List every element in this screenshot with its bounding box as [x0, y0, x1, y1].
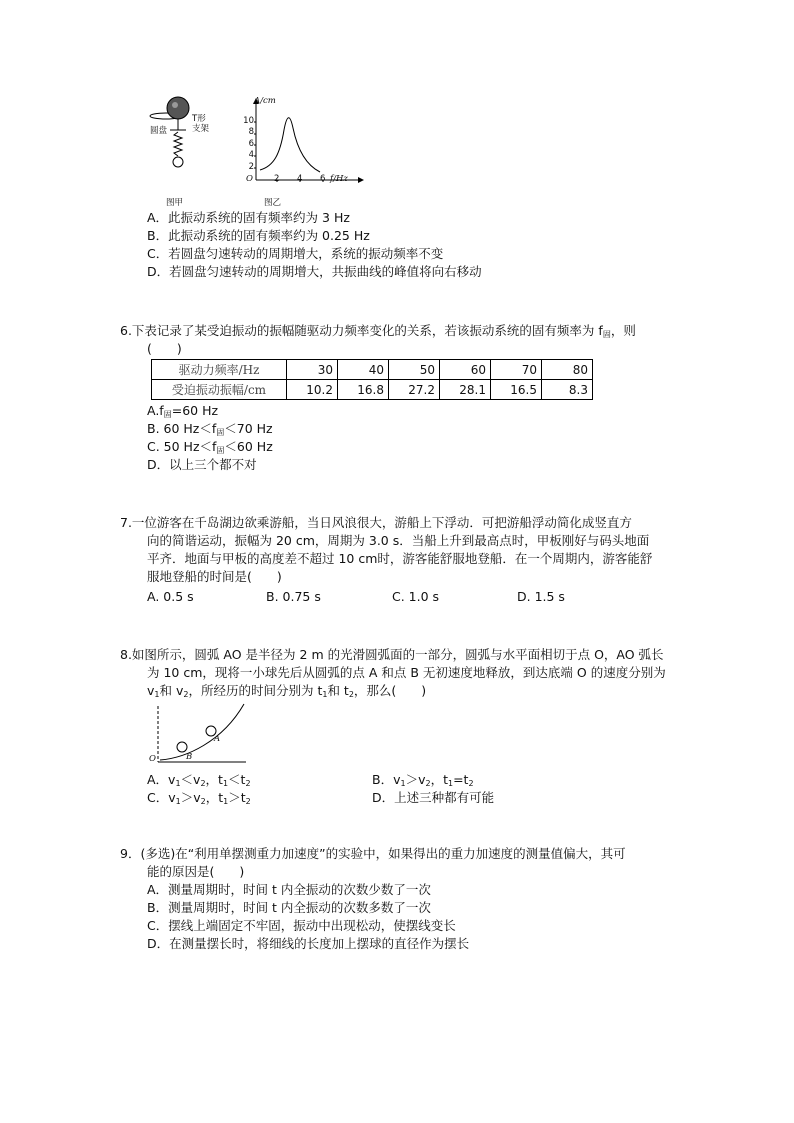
ytick: 4 — [248, 150, 254, 161]
table-cell: 16.8 — [338, 380, 389, 400]
figure-jia — [148, 92, 228, 207]
caption-yi: 图乙 — [264, 198, 282, 208]
xtick: 2 — [274, 174, 280, 184]
q5-option-d: D．若圆盘匀速转动的周期增大，共振曲线的峰值将向右移动 — [147, 264, 482, 279]
label-t-shape: T形 — [192, 114, 206, 124]
q8-stem-line2: 为 10 cm，现将一小球先后从圆弧的点 A 和点 B 无初速度地释放，到达底端 O 的速度分别为 — [147, 665, 666, 680]
ytick: 6 — [248, 138, 254, 149]
table-row — [152, 360, 593, 380]
q7-stem-line2: 向的简谐运动，振幅为 20 cm，周期为 3.0 s．当船上升到最高点时，甲板刚好与码头地面 — [147, 533, 650, 548]
table-cell: 80 — [542, 360, 593, 380]
table-cell: 8.3 — [542, 380, 593, 400]
caption-jia: 图甲 — [166, 198, 184, 208]
q5-option-a: A．此振动系统的固有频率约为 3 Hz — [147, 210, 350, 225]
table-row-header: 受迫振动振幅/cm — [152, 380, 287, 400]
q8-option-c: C．$v_1>v_2$，$t_1>t_2$ — [147, 790, 251, 806]
q6-option-d: D．以上三个都不对 — [147, 457, 257, 472]
table-cell: 40 — [338, 360, 389, 380]
table-cell: 28.1 — [440, 380, 491, 400]
q9-stem-line2: 能的原因是( ) — [147, 864, 245, 879]
yi-xlabel: f/Hz — [330, 174, 348, 184]
q9-option-b: B．测量周期时，时间 t 内全振动的次数多数了一次 — [147, 900, 431, 915]
q8-stem-line1: 8.如图所示，圆弧 AO 是半径为 2 m 的光滑圆弧面的一部分，圆弧与水平面相切于点 O，AO 弧长 — [120, 647, 664, 662]
q8-point-a: A — [214, 734, 221, 744]
q6-stem-line1: 6.下表记录了某受迫振动的振幅随驱动力频率变化的关系，若该振动系统的固有频率为 $f_固$，则 — [120, 323, 636, 339]
table-cell: 30 — [287, 360, 338, 380]
q7-stem-line3: 平齐．地面与甲板的高度差不超过 10 cm时，游客能舒服地登船．在一个周期内，游客能舒 — [147, 551, 653, 566]
q6-frequency-table — [151, 359, 593, 400]
table-row-header: 驱动力频率/Hz — [152, 360, 287, 380]
yi-yticks — [242, 116, 254, 173]
q8-stem-line3: $v_1$和 $v_2$，所经历的时间分别为 $t_1$和 $t_2$，那么( ) — [147, 683, 427, 699]
q8-option-a: A．$v_1<v_2$，$t_1<t_2$ — [147, 772, 251, 788]
yi-origin: O — [246, 174, 253, 184]
q6-option-a: $A.f_固=60$ Hz — [147, 403, 219, 419]
q8-point-b: B — [186, 752, 193, 762]
q8-option-b: B．$v_1>v_2$，$t_1=t_2$ — [372, 772, 474, 788]
table-row — [152, 380, 593, 400]
table-cell: 70 — [491, 360, 542, 380]
q9-option-d: D．在测量摆长时，将细线的长度加上摆球的直径作为摆长 — [147, 936, 470, 951]
xtick: 4 — [297, 174, 303, 184]
ytick: 8 — [248, 127, 254, 138]
xtick: 6 — [320, 174, 326, 184]
table-cell: 50 — [389, 360, 440, 380]
q6-option-c: C. 50 $Hz<f_固<60$ Hz — [147, 439, 273, 455]
figure-yi-resonance-curve — [238, 94, 368, 194]
table-cell: 16.5 — [491, 380, 542, 400]
q9-option-c: C．摆线上端固定不牢固，振动中出现松动，使摆线变长 — [147, 918, 456, 933]
q9-option-a: A．测量周期时，时间 t 内全振动的次数少数了一次 — [147, 882, 431, 897]
q7-option-a: A. 0.5 s — [147, 589, 194, 604]
q6-stem-line2: ( ) — [147, 341, 182, 356]
q7-stem-line4: 服地登船的时间是( ) — [147, 569, 282, 584]
table-cell: 60 — [440, 360, 491, 380]
ytick: 10 — [243, 116, 254, 126]
q7-option-b: B. 0.75 s — [266, 589, 321, 604]
q8-option-d: D．上述三种都有可能 — [372, 790, 495, 805]
q8-point-o: O — [149, 754, 156, 764]
q7-option-d: D. 1.5 s — [517, 589, 565, 604]
q7-stem-line1: 7.一位游客在千岛湖边欲乘游船，当日风浪很大，游船上下浮动．可把游船浮动简化成竖直方 — [120, 515, 632, 530]
q5-option-b: B．此振动系统的固有频率约为 0.25 Hz — [147, 228, 370, 243]
q5-option-c: C．若圆盘匀速转动的周期增大，系统的振动频率不变 — [147, 246, 444, 261]
q9-stem-line1: 9．(多选)在“利用单摆测重力加速度”的实验中，如果得出的重力加速度的测量值偏大，其可 — [120, 846, 626, 861]
table-cell: 10.2 — [287, 380, 338, 400]
label-bracket: 支架 — [192, 124, 210, 134]
label-disc: 圆盘 — [150, 126, 168, 136]
table-cell: 27.2 — [389, 380, 440, 400]
q6-option-b: B. 60 $Hz<f_固<70$ Hz — [147, 421, 273, 437]
yi-ylabel: A/cm — [254, 96, 276, 106]
q7-option-c: C. 1.0 s — [392, 589, 440, 604]
ytick: 2 — [248, 161, 254, 172]
q8-arc-figure — [146, 702, 252, 768]
